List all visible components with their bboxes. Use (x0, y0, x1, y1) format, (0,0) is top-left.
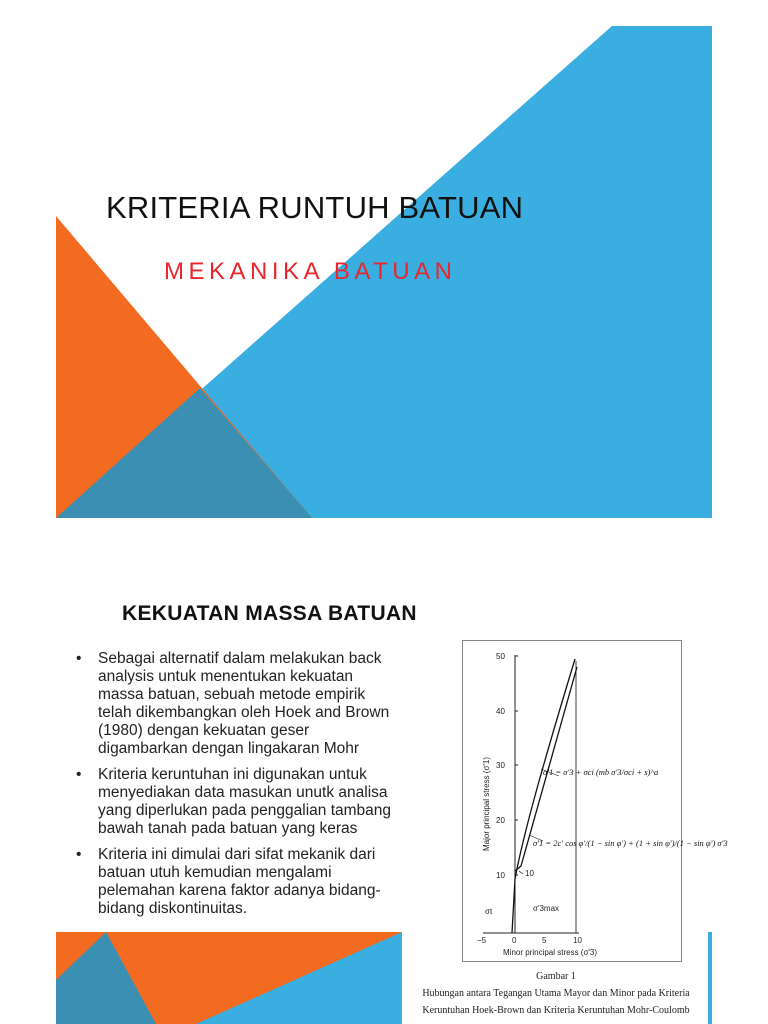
bullet-item: • Kriteria ini dimulai dari sifat mekanik dari batuan utuh kemudian mengalami pelemahan karena faktor adanya bidang-bidang diskontinuitas. (74, 846, 396, 918)
label-10: 10 (525, 869, 534, 878)
x-ticks (477, 936, 582, 945)
label-sigma3max: σ'3max (533, 904, 560, 913)
x-axis-label: Minor principal stress (σ'3) (503, 948, 598, 957)
leader-10 (519, 871, 523, 874)
caption-line2: Hubungan antara Tegangan Utama Mayor dan Minor pada Kriteria (422, 988, 690, 999)
label-sigma-t: σt (485, 907, 493, 916)
stress-figure (462, 640, 728, 962)
caption-line1: Gambar 1 (536, 971, 576, 982)
slide1-subtitle: MEKANIKA BATUAN (164, 258, 457, 285)
content-slide (56, 560, 728, 1024)
slide1-title: KRITERIA RUNTUH BATUAN (106, 190, 524, 225)
title-slide (56, 26, 712, 518)
y-axis-label: Major principal stress (σ'1) (482, 756, 491, 851)
x-tick-0: 0 (512, 936, 517, 945)
bullet-item: • Kriteria keruntuhan ini digunakan untuk menyediakan data masukan unutk analisa yang diperlukan pada penggalian tambang bawah tanah pada batuan yang keras (74, 766, 396, 838)
hoek-brown-curve (512, 659, 575, 933)
bullet-list (74, 650, 396, 926)
hoek-brown-equation: σ'1 = σ'3 + σci (mb σ'3/σci + s)^a (543, 767, 659, 777)
caption-line3: Keruntuhan Hoek-Brown dan Kriteria Keruntuhan Mohr-Coulomb (422, 1005, 690, 1016)
slide2-title: KEKUATAN MASSA BATUAN (122, 602, 417, 625)
y-tick-50: 50 (496, 652, 505, 661)
x-tick-5: 5 (542, 936, 547, 945)
bullet-item: • Sebagai alternatif dalam melakukan back analysis untuk menentukan kekuatan massa batuan, sebuah metode empirik telah dikembangkan oleh Hoek and Brown (1980) dengan kekuatan geser digambarkan dengan lingakaran Mohr (74, 650, 396, 758)
y-tick-30: 30 (496, 761, 505, 770)
x-tick-10: 10 (573, 936, 582, 945)
y-tick-10: 10 (496, 871, 505, 880)
x-tick-neg5: −5 (477, 936, 487, 945)
y-tick-20: 20 (496, 816, 505, 825)
stress-graph (463, 641, 728, 961)
mohr-coulomb-equation: σ'1 = 2c' cos φ'/(1 − sin φ') + (1 + sin φ')/(1 − sin φ') σ'3 (533, 838, 728, 848)
figure-caption (396, 968, 716, 1019)
y-tick-40: 40 (496, 707, 505, 716)
